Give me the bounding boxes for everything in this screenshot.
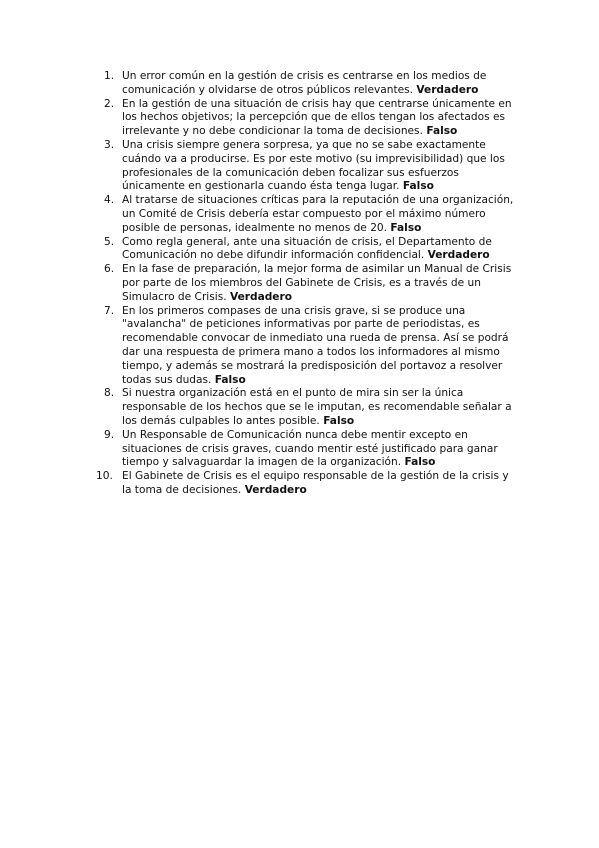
item-statement [122,194,520,235]
item-number: 8. [104,387,115,400]
item-text: En la fase de preparación, la mejor forma de asimilar un Manual de Crisis por parte de los miembros del Gabinete de Crisis, es a través de un Simulacro de Crisis. [122,263,512,303]
list-item [94,70,520,98]
item-statement [122,139,520,194]
item-number: 4. [104,194,115,207]
item-text: El Gabinete de Crisis es el equipo responsable de la gestión de la crisis y la toma de decisiones. [122,470,509,496]
item-statement [122,429,520,470]
item-statement [122,263,520,304]
item-number: 5. [104,235,115,248]
true-false-list [94,70,520,498]
item-answer: Falso [402,180,434,193]
list-item [94,387,520,428]
list-item [94,263,520,304]
list-item [94,194,520,235]
item-text: Un Responsable de Comunicación nunca debe mentir excepto en situaciones de crisis graves, cuando mentir esté justificado para ganar tiempo y salvaguardar la imagen de la organización. [122,428,498,469]
item-answer: Falso [323,414,355,427]
list-item [94,305,520,388]
item-answer: Verdadero [416,83,479,96]
list-item [94,98,520,139]
item-text: Al tratarse de situaciones críticas para la reputación de una organización, un Comité de Crisis debería estar compuesto por el máximo número posible de personas, idealmente no menos de 20. [122,194,514,234]
item-text: En la gestión de una situación de crisis hay que centrarse únicamente en los hechos objetivos; la percepción que de ellos tengan los afectados es irrelevante y no debe condicionar la toma de decisiones. [122,97,512,138]
item-statement [122,70,520,98]
item-answer: Verdadero [427,249,490,262]
item-answer: Verdadero [229,290,292,303]
list-item [94,236,520,264]
item-text: Un error común en la gestión de crisis es centrarse en los medios de comunicación y olvidarse de otros públicos relevantes. [122,70,487,96]
item-answer: Falso [404,456,436,469]
item-number: 9. [104,428,115,441]
item-answer: Falso [426,125,458,138]
item-answer: Verdadero [244,483,307,496]
item-text: Una crisis siempre genera sorpresa, ya que no se sabe exactamente cuándo va a producirse. Es por este motivo (su imprevisibilidad) que los profesionales de la comunicación deben focalizar sus esfuerzos únicamente en gestionarla cuando ésta tenga lugar. [122,138,505,193]
item-statement [122,470,520,498]
list-item [94,470,520,498]
item-answer: Falso [390,221,422,234]
item-number: 1. [104,70,115,82]
item-statement [122,98,520,139]
item-text: Como regla general, ante una situación de crisis, el Departamento de Comunicación no debe difundir información confidencial. [122,235,492,262]
item-number: 7. [104,304,115,317]
item-number: 6. [104,263,115,276]
item-text: Si nuestra organización está en el punto de mira sin ser la única responsable de los hechos que se le imputan, es recomendable señalar a los demás culpables lo antes posible. [122,387,512,427]
list-item [94,139,520,194]
item-statement [122,387,520,428]
item-answer: Falso [214,373,246,386]
item-text: En los primeros compases de una crisis grave, si se produce una "avalancha" de peticiones informativas por parte de periodistas, es recomendable convocar de inmediato una rueda de prensa. Así se podrá dar una respuesta de primera mano a todos los informadores al mismo tiempo, y además se mostrará la predisposición del portavoz a resolver todas sus dudas. [122,304,509,386]
item-number: 10. [96,470,113,483]
item-statement [122,236,520,264]
item-number: 3. [104,138,115,151]
item-statement [122,305,520,388]
list-item [94,429,520,470]
item-number: 2. [104,97,115,110]
